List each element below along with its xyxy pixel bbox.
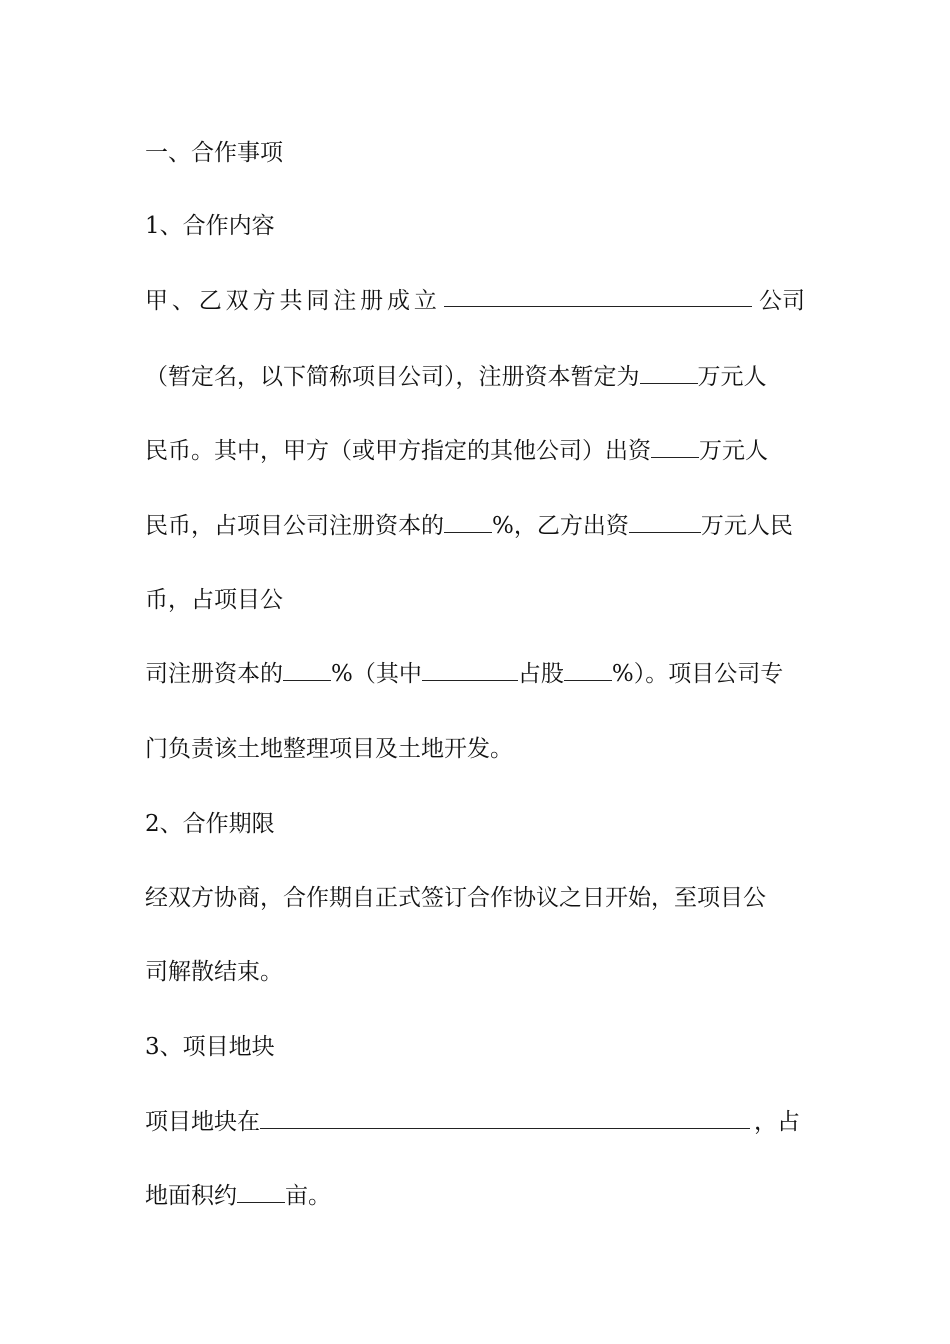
item3-line1-end: ，占 [754, 1109, 800, 1135]
party-a-share-blank [444, 512, 492, 533]
item1-line6 [145, 659, 783, 689]
item1-line2 [145, 362, 767, 392]
registered-capital-blank [640, 363, 698, 384]
item1-line5: 币，占项目公 [145, 587, 283, 613]
item1-line1-text: 甲 、 乙 双 方 共 同 注 册 成 立 [145, 288, 437, 314]
shareholder-name-blank [422, 660, 518, 681]
item1-line2-text: （暂定名，以下简称项目公司），注册资本暂定为 [145, 364, 640, 390]
item1-line6-mid2: 占股 [517, 661, 564, 687]
item2-line1: 经双方协商，合作期自正式签订合作协议之日开始，至项目公 [145, 885, 766, 911]
item1-line4-text: 民币，占项目公司注册资本的 [145, 513, 444, 539]
item2-line2: 司解散结束。 [145, 959, 283, 985]
item1-line4-end: 万元人民 [700, 513, 793, 539]
item1-line4-mid: %，乙方出资 [492, 513, 629, 539]
item3-heading: 3、项目地块 [145, 1034, 275, 1060]
item1-line6-text: 司注册资本的 [145, 661, 283, 687]
item1-line6-mid1: %（其中 [331, 661, 422, 687]
item1-line2-end: 万元人 [697, 364, 767, 390]
item1-line3 [145, 436, 768, 466]
item3-line2-text: 地面积约 [145, 1183, 237, 1209]
item1-line3-text: 民币。其中，甲方（或甲方指定的其他公司）出资 [145, 438, 651, 464]
item3-line2 [145, 1181, 331, 1211]
land-location-blank [260, 1108, 750, 1129]
item1-line3-end: 万元人 [699, 438, 768, 464]
section-heading: 一、合作事项 [145, 140, 283, 166]
land-area-blank [237, 1182, 285, 1203]
item1-line1 [145, 286, 805, 316]
item2-heading: 2、合作期限 [145, 811, 275, 837]
party-b-investment-blank [629, 512, 701, 533]
item1-line7: 门负责该土地整理项目及土地开发。 [145, 736, 513, 762]
item3-line1 [145, 1107, 800, 1137]
item1-line6-end: %）。项目公司专 [611, 661, 784, 687]
item3-line2-end: 亩。 [285, 1183, 331, 1209]
item1-heading: 1、合作内容 [145, 213, 275, 239]
party-b-share-blank [283, 660, 331, 681]
company-name-blank [444, 286, 752, 307]
shareholding-percent-blank [564, 660, 612, 681]
item1-line4 [145, 511, 793, 541]
item1-line1-end: 公司 [759, 288, 805, 314]
item3-line1-text: 项目地块在 [145, 1109, 260, 1135]
party-a-investment-blank [651, 437, 699, 458]
